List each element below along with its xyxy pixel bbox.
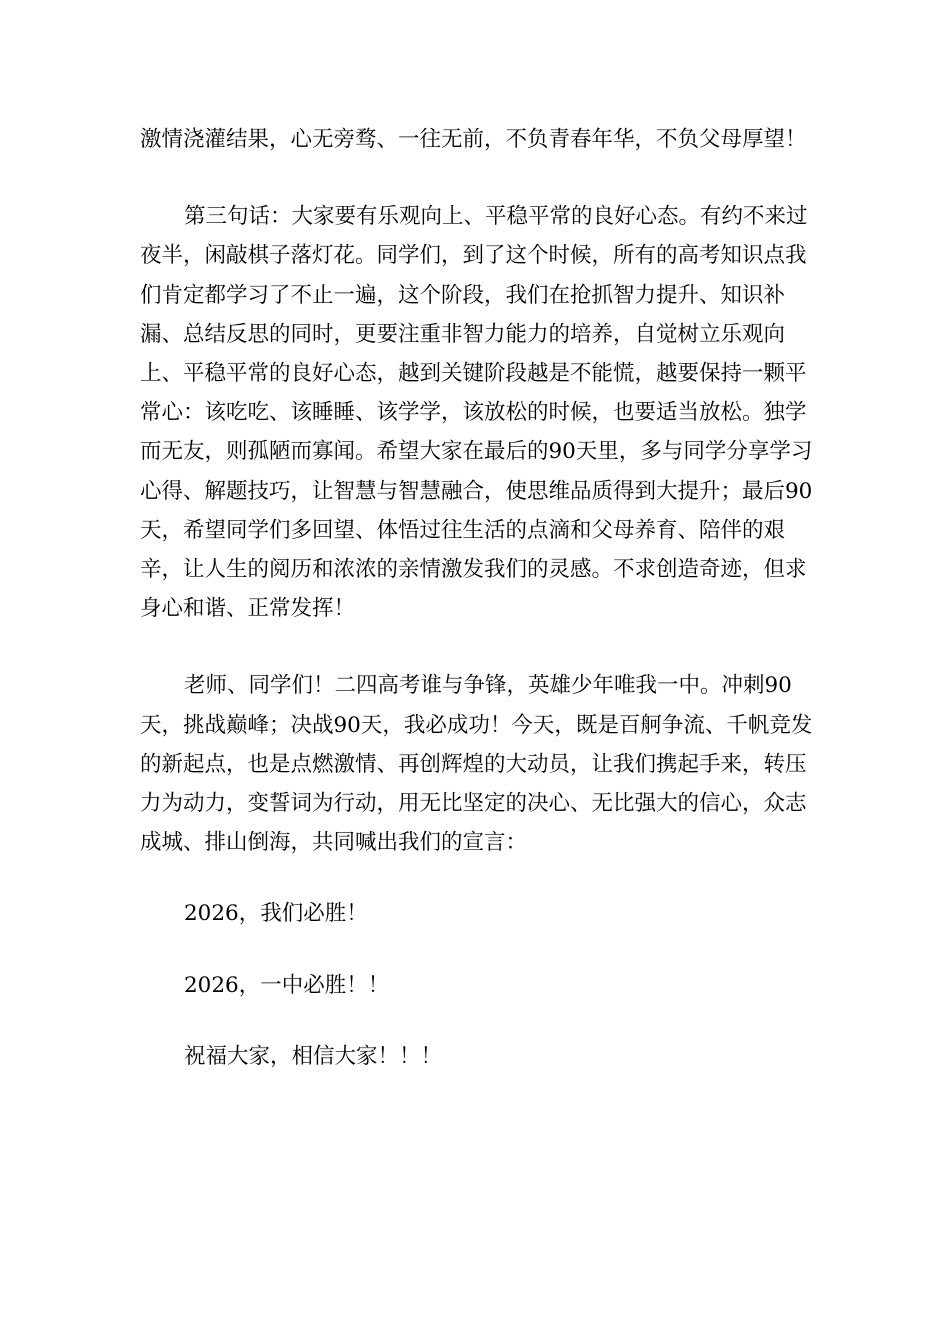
document-body <box>140 120 816 1076</box>
paragraph-spacer <box>140 159 816 197</box>
paragraph-call-to-action: 老师、同学们！二四高考谁与争锋，英雄少年唯我一中。冲刺90天，挑战巅峰；决战90天，我必成功！今天，既是百舸争流、千帆竞发的新起点，也是点燃激情、再创辉煌的大动员，让我们携起手来，转压力为动力，变誓词为行动，用无比坚定的决心、无比强大的信心，众志成城、排山倒海，共同喊出我们的宣言： <box>140 673 813 856</box>
paragraph-spacer <box>140 934 816 966</box>
paragraph-spacer <box>140 628 816 666</box>
slogan-line-1: 2026，我们必胜！ <box>184 901 368 927</box>
closing-line: 祝福大家，相信大家！！！ <box>184 1043 443 1069</box>
paragraph-spacer <box>140 862 816 894</box>
paragraph-spacer <box>140 1005 816 1037</box>
paragraph-third-point: 第三句话：大家要有乐观向上、平稳平常的良好心态。有约不来过夜半，闲敲棋子落灯花。同学们，到了这个时候，所有的高考知识点我们肯定都学习了不止一遍，这个阶段，我们在抢抓智力提升、知识补漏、总结反思的同时，更要注重非智力能力的培养，自觉树立乐观向上、平稳平常的良好心态，越到关键阶段越是不能慌，越要保持一颗平常心：该吃吃、该睡睡、该学学，该放松的时候，也要适当放松。独学而无友，则孤陋而寡闻。希望大家在最后的90天里，多与同学分享学习心得、解题技巧，让智慧与智慧融合，使思维品质得到大提升；最后90天，希望同学们多回望、体悟过往生活的点滴和父母养育、陪伴的艰辛，让人生的阅历和浓浓的亲情激发我们的灵感。不求创造奇迹，但求身心和谐、正常发挥！ <box>140 204 813 622</box>
paragraph-continuation: 激情浇灌结果，心无旁骛、一往无前，不负青春年华，不负父母厚望！ <box>140 127 807 152</box>
slogan-line-2: 2026，一中必胜！！ <box>184 972 390 998</box>
